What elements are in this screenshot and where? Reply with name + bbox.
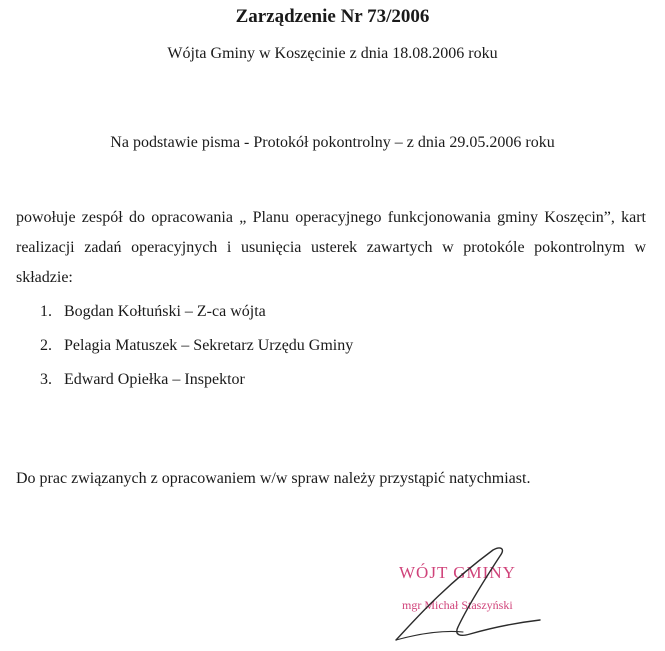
closing-sentence: Do prac związanych z opracowaniem w/w spraw należy przystąpić natychmiast. xyxy=(16,470,531,487)
member-text: Edward Opiełka – Inspektor xyxy=(64,371,245,388)
signature-icon xyxy=(388,542,548,647)
list-item xyxy=(40,301,353,335)
stamp-name: mgr Michał Staszyński xyxy=(402,598,513,612)
member-text: Bogdan Kołtuński – Z-ca wójta xyxy=(64,303,266,320)
stamp-title: WÓJT GMINY xyxy=(399,563,516,582)
list-number: 1. xyxy=(40,303,52,320)
document-subtitle: Wójta Gminy w Koszęcinie z dnia 18.08.2006 roku xyxy=(167,45,498,62)
body-paragraph: powołuje zespół do opracowania „ Planu operacyjnego funkcjonowania gminy Koszęcin”, kart realizacji zadań operacyjnych i usunięcia usterek zawartych w protokóle pokontrolnym w składzie: xyxy=(16,209,646,286)
list-item xyxy=(40,335,353,369)
list-number: 2. xyxy=(40,337,52,354)
list-number: 3. xyxy=(40,371,52,388)
list-item xyxy=(40,369,353,403)
member-text: Pelagia Matuszek – Sekretarz Urzędu Gminy xyxy=(64,337,354,354)
members-list xyxy=(40,301,353,403)
document-title: Zarządzenie Nr 73/2006 xyxy=(235,6,430,27)
legal-basis: Na podstawie pisma - Protokół pokontrolny – z dnia 29.05.2006 roku xyxy=(110,134,555,151)
